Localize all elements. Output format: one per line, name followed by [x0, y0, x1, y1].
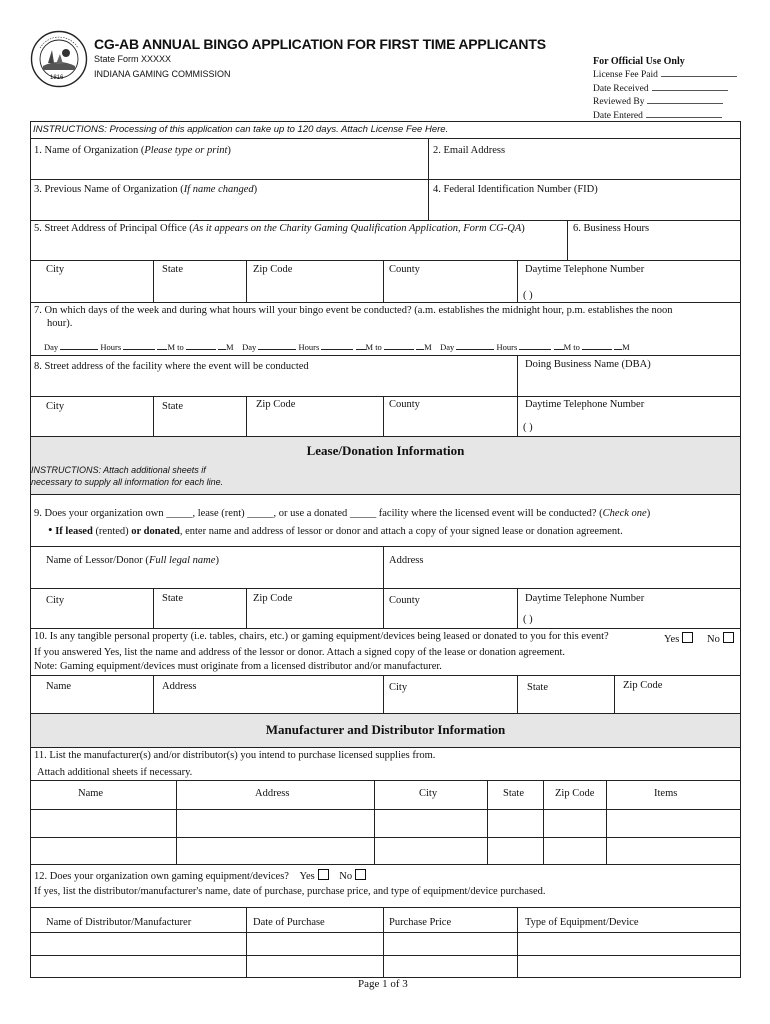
page-number: Page 1 of 3: [358, 978, 408, 990]
property-lessor-city-field[interactable]: City: [389, 682, 408, 693]
date-received-field[interactable]: Date Received: [593, 82, 743, 96]
facility-county-field[interactable]: County: [389, 399, 420, 410]
principal-office-address-field[interactable]: 5. Street Address of Principal Office (As it appears on the Charity Gaming Qualification Application, Form CG-QA): [34, 223, 525, 234]
manufacturer-section-title: Manufacturer and Distributor Information: [265, 722, 506, 737]
q7-text-line1: 7. On which days of the week and during what hours will your bingo event be conducted? (a.m. establishes the midnight hour, p.m. establishes the noon: [34, 305, 673, 316]
table11-header-city: City: [419, 788, 438, 799]
official-use-title: For Official Use Only: [593, 56, 685, 67]
table11-header-name: Name: [78, 788, 104, 799]
state-form-number: State Form XXXXX: [94, 54, 172, 64]
reviewed-by-field[interactable]: Reviewed By: [593, 95, 743, 109]
q10-yes-option[interactable]: Yes: [664, 632, 693, 645]
organization-name-field[interactable]: 1. Name of Organization (Please type or print): [34, 145, 231, 156]
q11-text-line1: 11. List the manufacturer(s) and/or distributor(s) you intend to purchase licensed supplies from.: [34, 750, 436, 761]
q11-text-line2: Attach additional sheets if necessary.: [37, 767, 193, 778]
lease-section-title: Lease/Donation Information: [306, 443, 465, 458]
lessor-name-field[interactable]: Name of Lessor/Donor (Full legal name): [46, 555, 219, 566]
facility-zip-field[interactable]: Zip Code: [256, 399, 296, 410]
agency-name: INDIANA GAMING COMMISSION: [94, 69, 231, 79]
facility-address-field[interactable]: 8. Street address of the facility where the event will be conducted: [34, 361, 309, 372]
q10-text-line3: Note: Gaming equipment/devices must originate from a licensed distributor and/or manufacturer.: [34, 661, 442, 672]
q10-text-line1: 10. Is any tangible personal property (i.e. tables, chairs, etc.) or gaming equipment/devices being leased or donated to you for this event?: [34, 631, 609, 642]
office-phone-field[interactable]: Daytime Telephone Number: [525, 264, 645, 275]
form-title: CG-AB ANNUAL BINGO APPLICATION FOR FIRST TIME APPLICANTS: [94, 36, 546, 52]
property-lessor-zip-field[interactable]: Zip Code: [623, 680, 663, 691]
q12-text: 12. Does your organization own gaming equipment/devices? Yes No: [34, 869, 366, 882]
facility-phone-paren: ( ): [523, 422, 533, 433]
facility-city-field[interactable]: City: [46, 401, 65, 412]
q10-yes-checkbox[interactable]: [682, 632, 693, 643]
table11-header-address: Address: [255, 788, 290, 799]
office-phone-paren: ( ): [523, 290, 533, 301]
office-state-field[interactable]: State: [162, 264, 183, 275]
property-lessor-address-field[interactable]: Address: [162, 681, 197, 692]
table11-header-state: State: [503, 788, 524, 799]
lessor-zip-field[interactable]: Zip Code: [253, 593, 293, 604]
state-seal: [30, 30, 88, 88]
q9-text-line2: • If leased (rented) or donated, enter name and address of lessor or donor and attach a copy of your signed lease or donation agreement.: [48, 522, 623, 537]
table12-header-price: Purchase Price: [389, 917, 452, 928]
fid-field[interactable]: 4. Federal Identification Number (FID): [433, 184, 598, 195]
table12-header-date: Date of Purchase: [253, 917, 325, 928]
property-lessor-name-field[interactable]: Name: [46, 681, 72, 692]
lease-instructions-line2: necessary to supply all information for each line.: [31, 477, 224, 487]
q12-text-line2: If yes, list the distributor/manufacturer's name, date of purchase, purchase price, and type of equipment/device purchased.: [34, 886, 546, 897]
lessor-city-field[interactable]: City: [46, 595, 65, 606]
email-address-field[interactable]: 2. Email Address: [433, 145, 506, 156]
office-county-field[interactable]: County: [389, 264, 420, 275]
lessor-phone-paren: ( ): [523, 614, 533, 625]
q7-text-line2: hour).: [47, 318, 73, 329]
property-lessor-state-field[interactable]: State: [527, 682, 548, 693]
lessor-phone-field[interactable]: Daytime Telephone Number: [525, 593, 645, 604]
lease-section-header: [31, 437, 740, 494]
seal-year: 1816: [50, 75, 64, 81]
manufacturer-section-header: [31, 714, 740, 747]
office-zip-field[interactable]: Zip Code: [253, 264, 293, 275]
q12-yes-checkbox[interactable]: [318, 869, 329, 880]
instructions-text: INSTRUCTIONS: Processing of this application can take up to 120 days. Attach License Fee Here.: [33, 124, 449, 135]
table12-row-2[interactable]: [30, 955, 741, 978]
q10-text-line2: If you answered Yes, list the name and address of the lessor or donor. Attach a signed copy of the lease or donation agreement.: [34, 647, 565, 658]
q10-no-checkbox[interactable]: [723, 632, 734, 643]
table12-header-equipment: Type of Equipment/Device: [525, 917, 639, 928]
previous-name-field[interactable]: 3. Previous Name of Organization (If name changed): [34, 184, 258, 195]
lease-instructions-line1: INSTRUCTIONS: Attach additional sheets if: [31, 465, 206, 475]
event-schedule-row[interactable]: Day Hours M to M Day Hours M to M Day Hours M to M: [44, 342, 630, 352]
q10-no-option[interactable]: No: [707, 632, 734, 645]
dba-field[interactable]: Doing Business Name (DBA): [525, 359, 651, 370]
table12-row-1[interactable]: [30, 932, 741, 955]
date-entered-field[interactable]: Date Entered: [593, 109, 743, 123]
table11-row-1[interactable]: [30, 809, 741, 837]
q12-no-option[interactable]: No: [339, 871, 366, 882]
q9-text-line1: 9. Does your organization own _____, lease (rent) _____, or use a donated _____ facility where the licensed event will be conducted? (Check one): [34, 508, 651, 519]
q12-no-checkbox[interactable]: [355, 869, 366, 880]
official-use-block: [593, 56, 743, 122]
facility-state-field[interactable]: State: [162, 401, 183, 412]
table11-row-2[interactable]: [30, 837, 741, 864]
lessor-state-field[interactable]: State: [162, 593, 183, 604]
office-city-field[interactable]: City: [46, 264, 65, 275]
lessor-county-field[interactable]: County: [389, 595, 420, 606]
lessor-address-field[interactable]: Address: [389, 555, 424, 566]
facility-phone-field[interactable]: Daytime Telephone Number: [525, 399, 645, 410]
table11-header-items: Items: [654, 788, 678, 799]
q12-yes-option[interactable]: Yes: [299, 871, 328, 882]
table11-header-zip: Zip Code: [555, 788, 595, 799]
license-fee-paid-field[interactable]: License Fee Paid: [593, 68, 743, 82]
business-hours-field[interactable]: 6. Business Hours: [573, 223, 650, 234]
table12-header-distributor: Name of Distributor/Manufacturer: [46, 917, 192, 928]
